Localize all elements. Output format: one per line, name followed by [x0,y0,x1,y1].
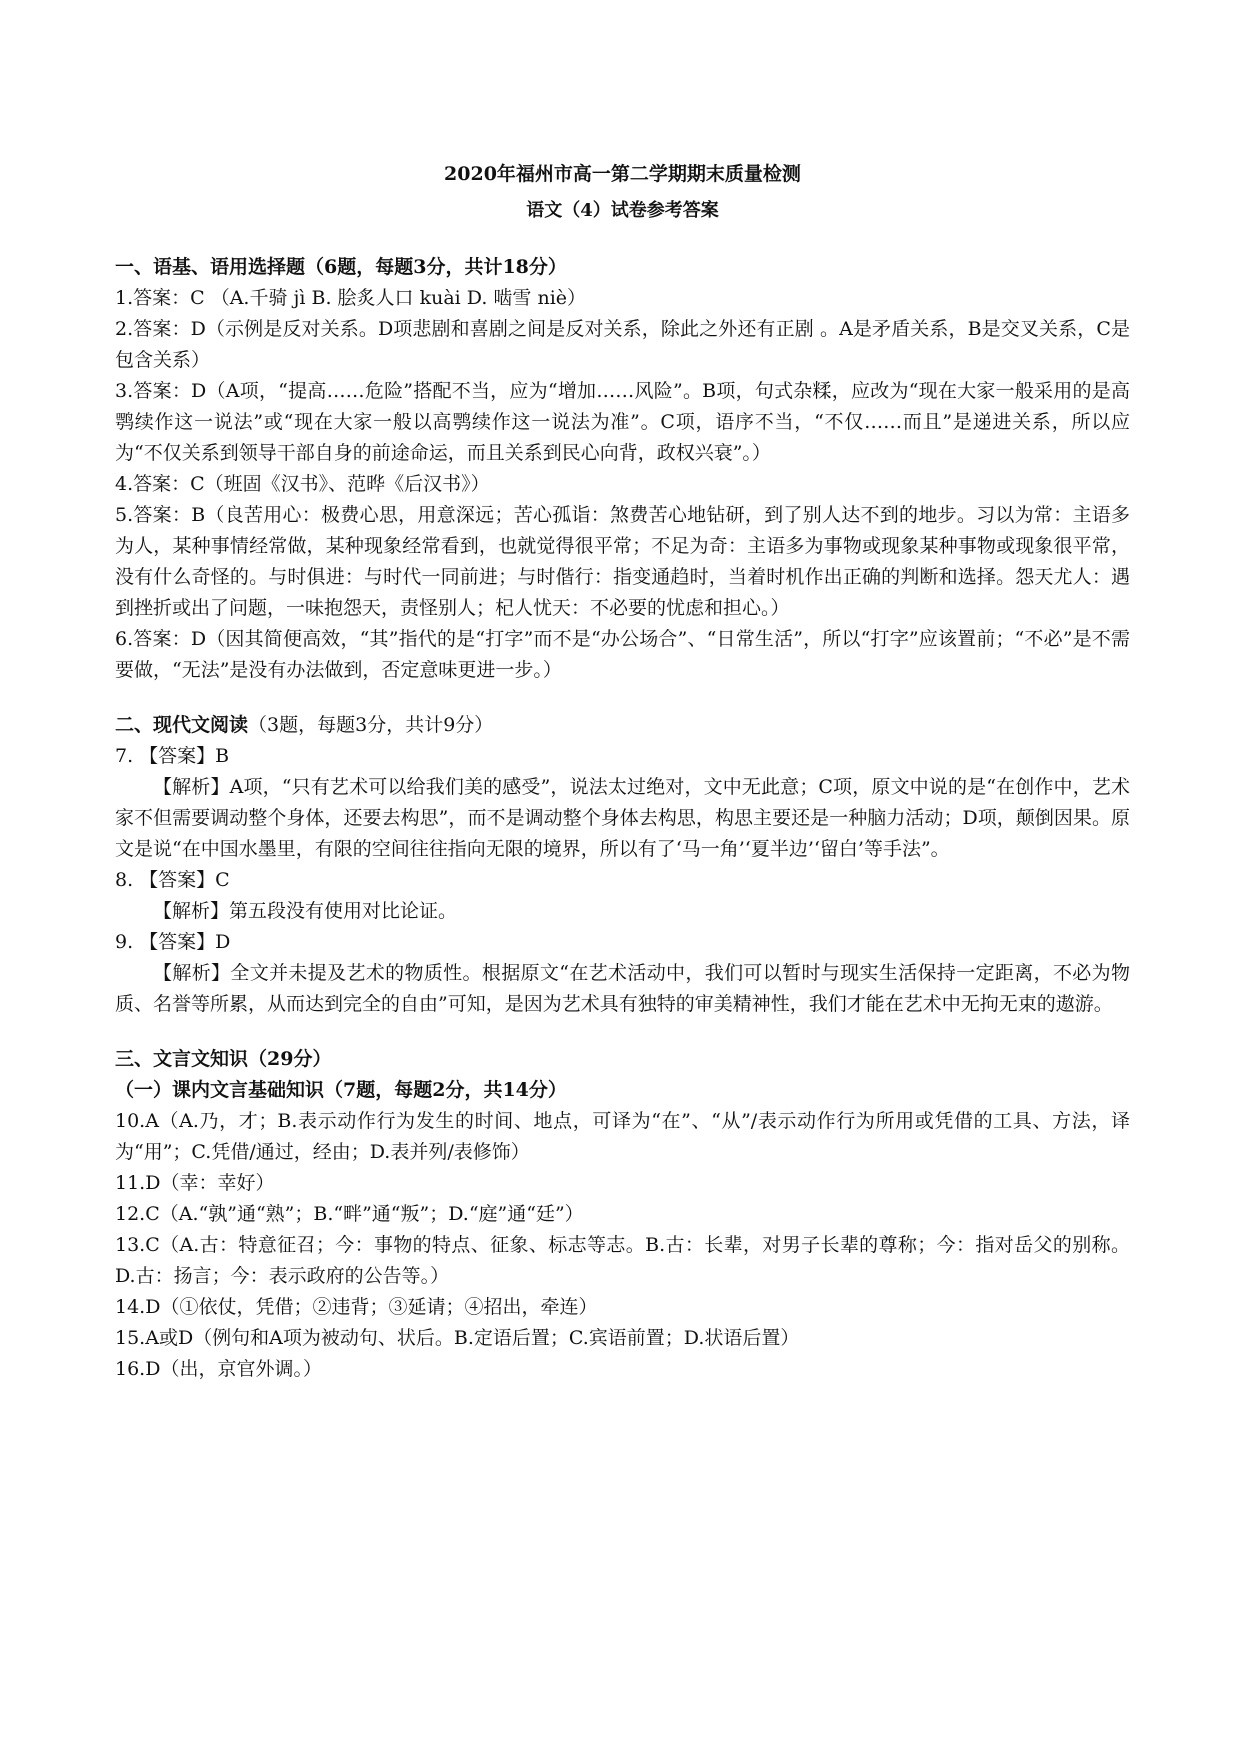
answer-sheet-page [115,160,1130,1385]
section-heading [115,1044,1130,1075]
answer-item-11: 11.D（幸：幸好） [115,1172,275,1194]
section-classical-chinese [115,1044,1130,1385]
answer-item-6: 6.答案：D（因其简便高效，“其”指代的是“打字”而不是“办公场合”、“日常生活”，所以“打字”应该置前；“不必”是不需要做，“无法”是没有办法做到，否定意味更进一步。） [115,628,1130,681]
answer-item-4: 4.答案：C（班固《汉书》、范晔《后汉书》） [115,473,490,495]
answer-item-5: 5.答案：B（良苦用心：极费心思，用意深远；苦心孤诣：煞费苦心地钻研，到了别人达不到的地步。习以为常：主语多为人，某种事情经常做，某种现象经常看到，也就觉得很平常；不足为奇：主语多为事物或现象某种事物或现象很平常，没有什么奇怪的。与时俱进：与时代一同前进；与时偕行：指变通趋时，当着时机作出正确的判断和选择。怨天尤人：遇到挫折或出了问题，一味抱怨天，责怪别人；杞人忧天：不必要的忧虑和担心。） [115,504,1130,619]
answer-item-13: 13.C（A.古：特意征召；今：事物的特点、征象、标志等志。B.古：长辈，对男子长辈的尊称；今：指对岳父的别称。D.古：扬言；今：表示政府的公告等。） [115,1234,1130,1287]
answer-item-1: 1.答案：C （A.千骑 jì B. 脍炙人口 kuài D. 啮雪 niè） [115,287,587,309]
section-heading-bold: 三、文言文知识（29分） [115,1048,332,1070]
answer-item-8: 8. 【答案】C [115,869,230,891]
answer-item-14: 14.D（①依仗，凭借；②违背；③延请；④招出，牵连） [115,1296,598,1318]
document-title: 2020年福州市高一第二学期期末质量检测 [444,163,801,185]
analysis-item-7: 【解析】A项，“只有艺术可以给我们美的感受”，说法太过绝对，文中无此意；C项，原文中说的是“在创作中，艺术家不但需要调动整个身体，还要去构思”，而不是调动整个身体去构思，构思主要还是一种脑力活动；D项，颠倒因果。原文是说“在中国水墨里，有限的空间往往指向无限的境界，所以有了‘马一角’‘夏半边’‘留白’等手法”。 [115,776,1130,860]
answer-item-10: 10.A（A.乃，才；B.表示动作行为发生的时间、地点，可译为“在”、“从”/表示动作行为所用或凭借的工具、方法，译为“用”；C.凭借/通过，经由；D.表并列/表修饰） [115,1110,1130,1163]
answer-item-15: 15.A或D（例句和A项为被动句、状后。B.定语后置；C.宾语前置；D.状语后置） [115,1327,800,1349]
section-language-basics [115,252,1130,686]
section-heading [115,252,1130,283]
analysis-item-9: 【解析】全文并未提及艺术的物质性。根据原文“在艺术活动中，我们可以暂时与现实生活保持一定距离，不必为物质、名誉等所累，从而达到完全的自由”可知，是因为艺术具有独特的审美精神性，我们才能在艺术中无拘无束的遨游。 [115,962,1130,1015]
answer-item-2: 2.答案：D（示例是反对关系。D项悲剧和喜剧之间是反对关系，除此之外还有正剧 。A是矛盾关系，B是交叉关系，C是包含关系） [115,318,1130,371]
answer-item-16: 16.D（出，京官外调。） [115,1358,322,1380]
answer-item-7: 7. 【答案】B [115,745,230,767]
section-heading-note: （3题，每题3分，共计9分） [248,714,494,736]
answer-item-9: 9. 【答案】D [115,931,231,953]
section-modern-reading [115,710,1130,1020]
section-heading-bold: 二、现代文阅读 [115,714,249,736]
answer-item-12: 12.C（A.“孰”通“熟”；B.“畔”通“叛”；D.“庭”通“廷”） [115,1203,584,1225]
section-heading [115,710,1130,741]
answer-item-3: 3.答案：D（A项，“提高……危险”搭配不当，应为“增加……风险”。B项，句式杂糅，应改为“现在大家一般采用的是高鹗续作这一说法”或“现在大家一般以高鹗续作这一说法为准”。C项，语序不当，“不仅……而且”是递进关系，所以应为“不仅关系到领导干部自身的前途命运，而且关系到民心向背，政权兴衰”。） [115,380,1130,464]
section-heading-bold: 一、语基、语用选择题（6题，每题3分，共计18分） [115,256,567,278]
section-subheading: （一）课内文言基础知识（7题，每题2分，共14分） [115,1079,567,1101]
document-subtitle: 语文（4）试卷参考答案 [526,200,719,221]
analysis-item-8: 【解析】第五段没有使用对比论证。 [153,900,458,922]
